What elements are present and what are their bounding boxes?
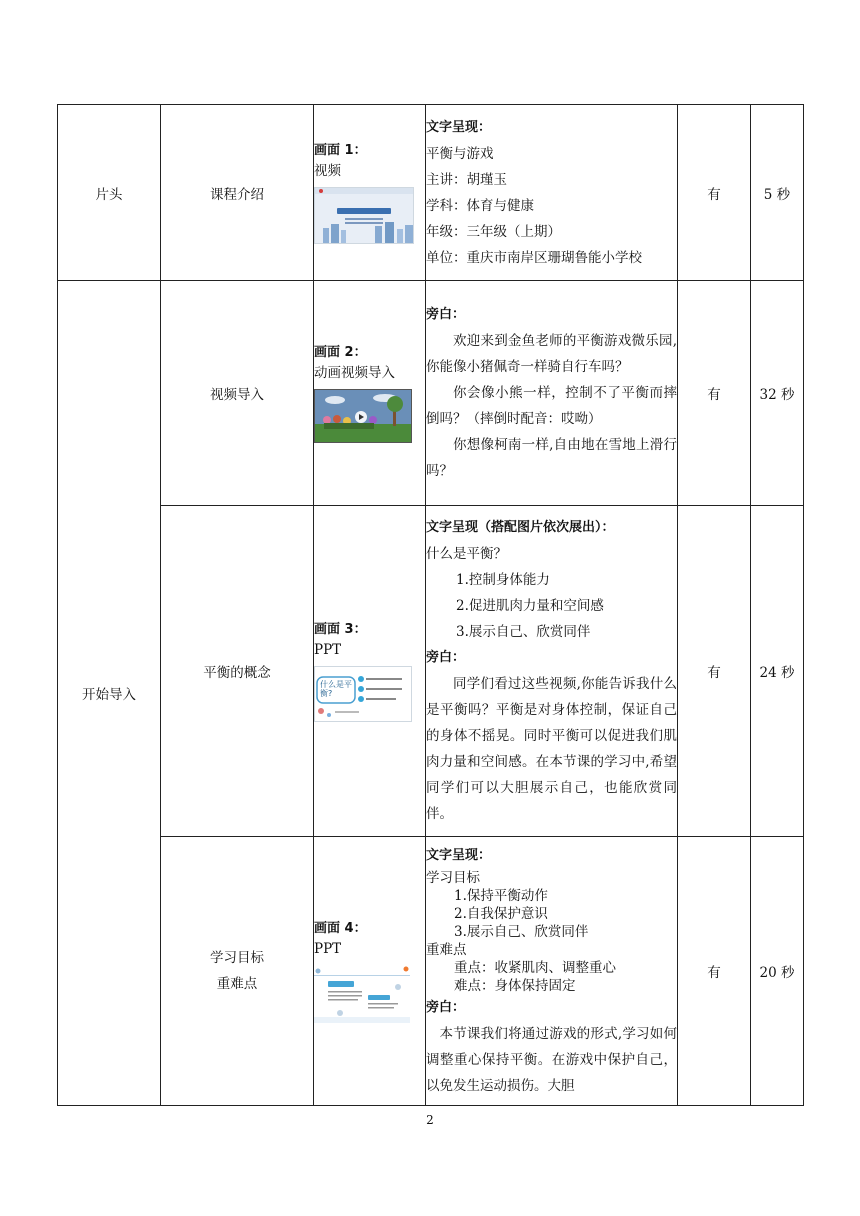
scene-cell	[314, 506, 426, 837]
scene-subtitle: 动画视频导入	[314, 365, 395, 381]
duration-cell: 24 秒	[751, 506, 804, 837]
list-item: 3.展示自己、欣赏同伴	[456, 624, 591, 640]
ppt-balance-thumbnail	[314, 666, 412, 722]
narration-paragraph: 本节课我们将通过游戏的形式,学习如何调整重心保持平衡。在游戏中保护自己，以免发生运动损伤。大胆	[426, 1026, 677, 1094]
ppt-goals-thumbnail	[314, 965, 410, 1023]
script-heading: 文字呈现（搭配图片依次展出）：	[426, 520, 615, 535]
narration-paragraph: 你想像柯南一样,自由地在雪地上滑行吗？	[426, 437, 677, 479]
list-item: 重点：收紧肌肉、调整重心	[454, 960, 616, 976]
script-cell	[426, 837, 678, 1106]
has-cell: 有	[678, 105, 751, 281]
segment-cell	[161, 837, 314, 1106]
scene-title: 画面 2：	[314, 345, 367, 360]
narration-heading: 旁白：	[426, 1000, 466, 1015]
difficulty-title: 重难点	[426, 942, 467, 958]
has-cell: 有	[678, 837, 751, 1106]
table-row	[58, 281, 804, 506]
duration-cell: 32 秒	[751, 281, 804, 506]
animation-video-thumbnail	[314, 389, 412, 443]
script-line: 平衡与游戏	[426, 145, 494, 162]
duration-cell: 5 秒	[751, 105, 804, 281]
script-cell	[426, 281, 678, 506]
list-item: 3.展示自己、欣赏同伴	[454, 924, 589, 940]
narration-heading: 旁白：	[426, 650, 466, 665]
narration-paragraph: 你会像小熊一样，控制不了平衡而摔倒吗？（摔倒时配音：哎呦）	[426, 385, 677, 427]
list-item: 难点：身体保持固定	[454, 978, 576, 994]
segment-line: 重难点	[216, 976, 258, 992]
video-title-thumbnail	[314, 187, 414, 244]
script-heading: 旁白：	[426, 307, 466, 322]
narration-paragraph: 同学们看过这些视频,你能告诉我什么是平衡吗？平衡是对身体控制，保证自己的身体不摇晃。同时平衡可以促进我们肌肉力量和空间感。在本节课的学习中,希望同学们可以大胆展示自己，也能欣赏同伴。	[426, 676, 677, 822]
segment-cell: 课程介绍	[161, 105, 314, 281]
page-number: 2	[426, 1113, 434, 1127]
scene-cell	[314, 837, 426, 1106]
script-table	[57, 104, 804, 1106]
section-cell: 开始导入	[58, 281, 161, 1106]
script-cell	[426, 105, 678, 281]
table-row	[58, 105, 804, 281]
script-line: 主讲：胡瑾玉	[426, 171, 507, 188]
scene-title: 画面 3：	[314, 622, 367, 637]
list-item: 1.保持平衡动作	[454, 888, 548, 904]
segment-cell: 视频导入	[161, 281, 314, 506]
goals-title: 学习目标	[426, 870, 480, 886]
script-line: 学科：体育与健康	[426, 197, 534, 214]
thumbnail-caption: 什么是平衡?	[320, 680, 352, 698]
scene-title: 画面 4：	[314, 921, 367, 936]
segment-cell: 平衡的概念	[161, 506, 314, 837]
script-line: 单位：重庆市南岸区珊瑚鲁能小学校	[426, 249, 642, 266]
script-heading: 文字呈现：	[426, 119, 492, 135]
scene-cell	[314, 105, 426, 281]
narration-paragraph: 欢迎来到金鱼老师的平衡游戏微乐园,你能像小猪佩奇一样骑自行车吗？	[426, 333, 677, 375]
duration-cell: 20 秒	[751, 837, 804, 1106]
scene-cell	[314, 281, 426, 506]
list-item: 2.促进肌肉力量和空间感	[456, 598, 604, 614]
script-line: 年级：三年级（上期）	[426, 223, 561, 240]
has-cell: 有	[678, 506, 751, 837]
table-row	[58, 506, 804, 837]
table-row	[58, 837, 804, 1106]
scene-subtitle: PPT	[314, 642, 342, 658]
has-cell: 有	[678, 281, 751, 506]
segment-line: 学习目标	[210, 950, 264, 966]
section-cell: 片头	[58, 105, 161, 281]
scene-subtitle: PPT	[314, 941, 342, 957]
list-item: 2.自我保护意识	[454, 906, 548, 922]
scene-subtitle: 视频	[314, 163, 341, 179]
script-question: 什么是平衡？	[426, 546, 507, 562]
scene-title: 画面 1：	[314, 143, 367, 158]
list-item: 1.控制身体能力	[456, 572, 550, 588]
script-cell	[426, 506, 678, 837]
script-heading: 文字呈现：	[426, 848, 492, 863]
